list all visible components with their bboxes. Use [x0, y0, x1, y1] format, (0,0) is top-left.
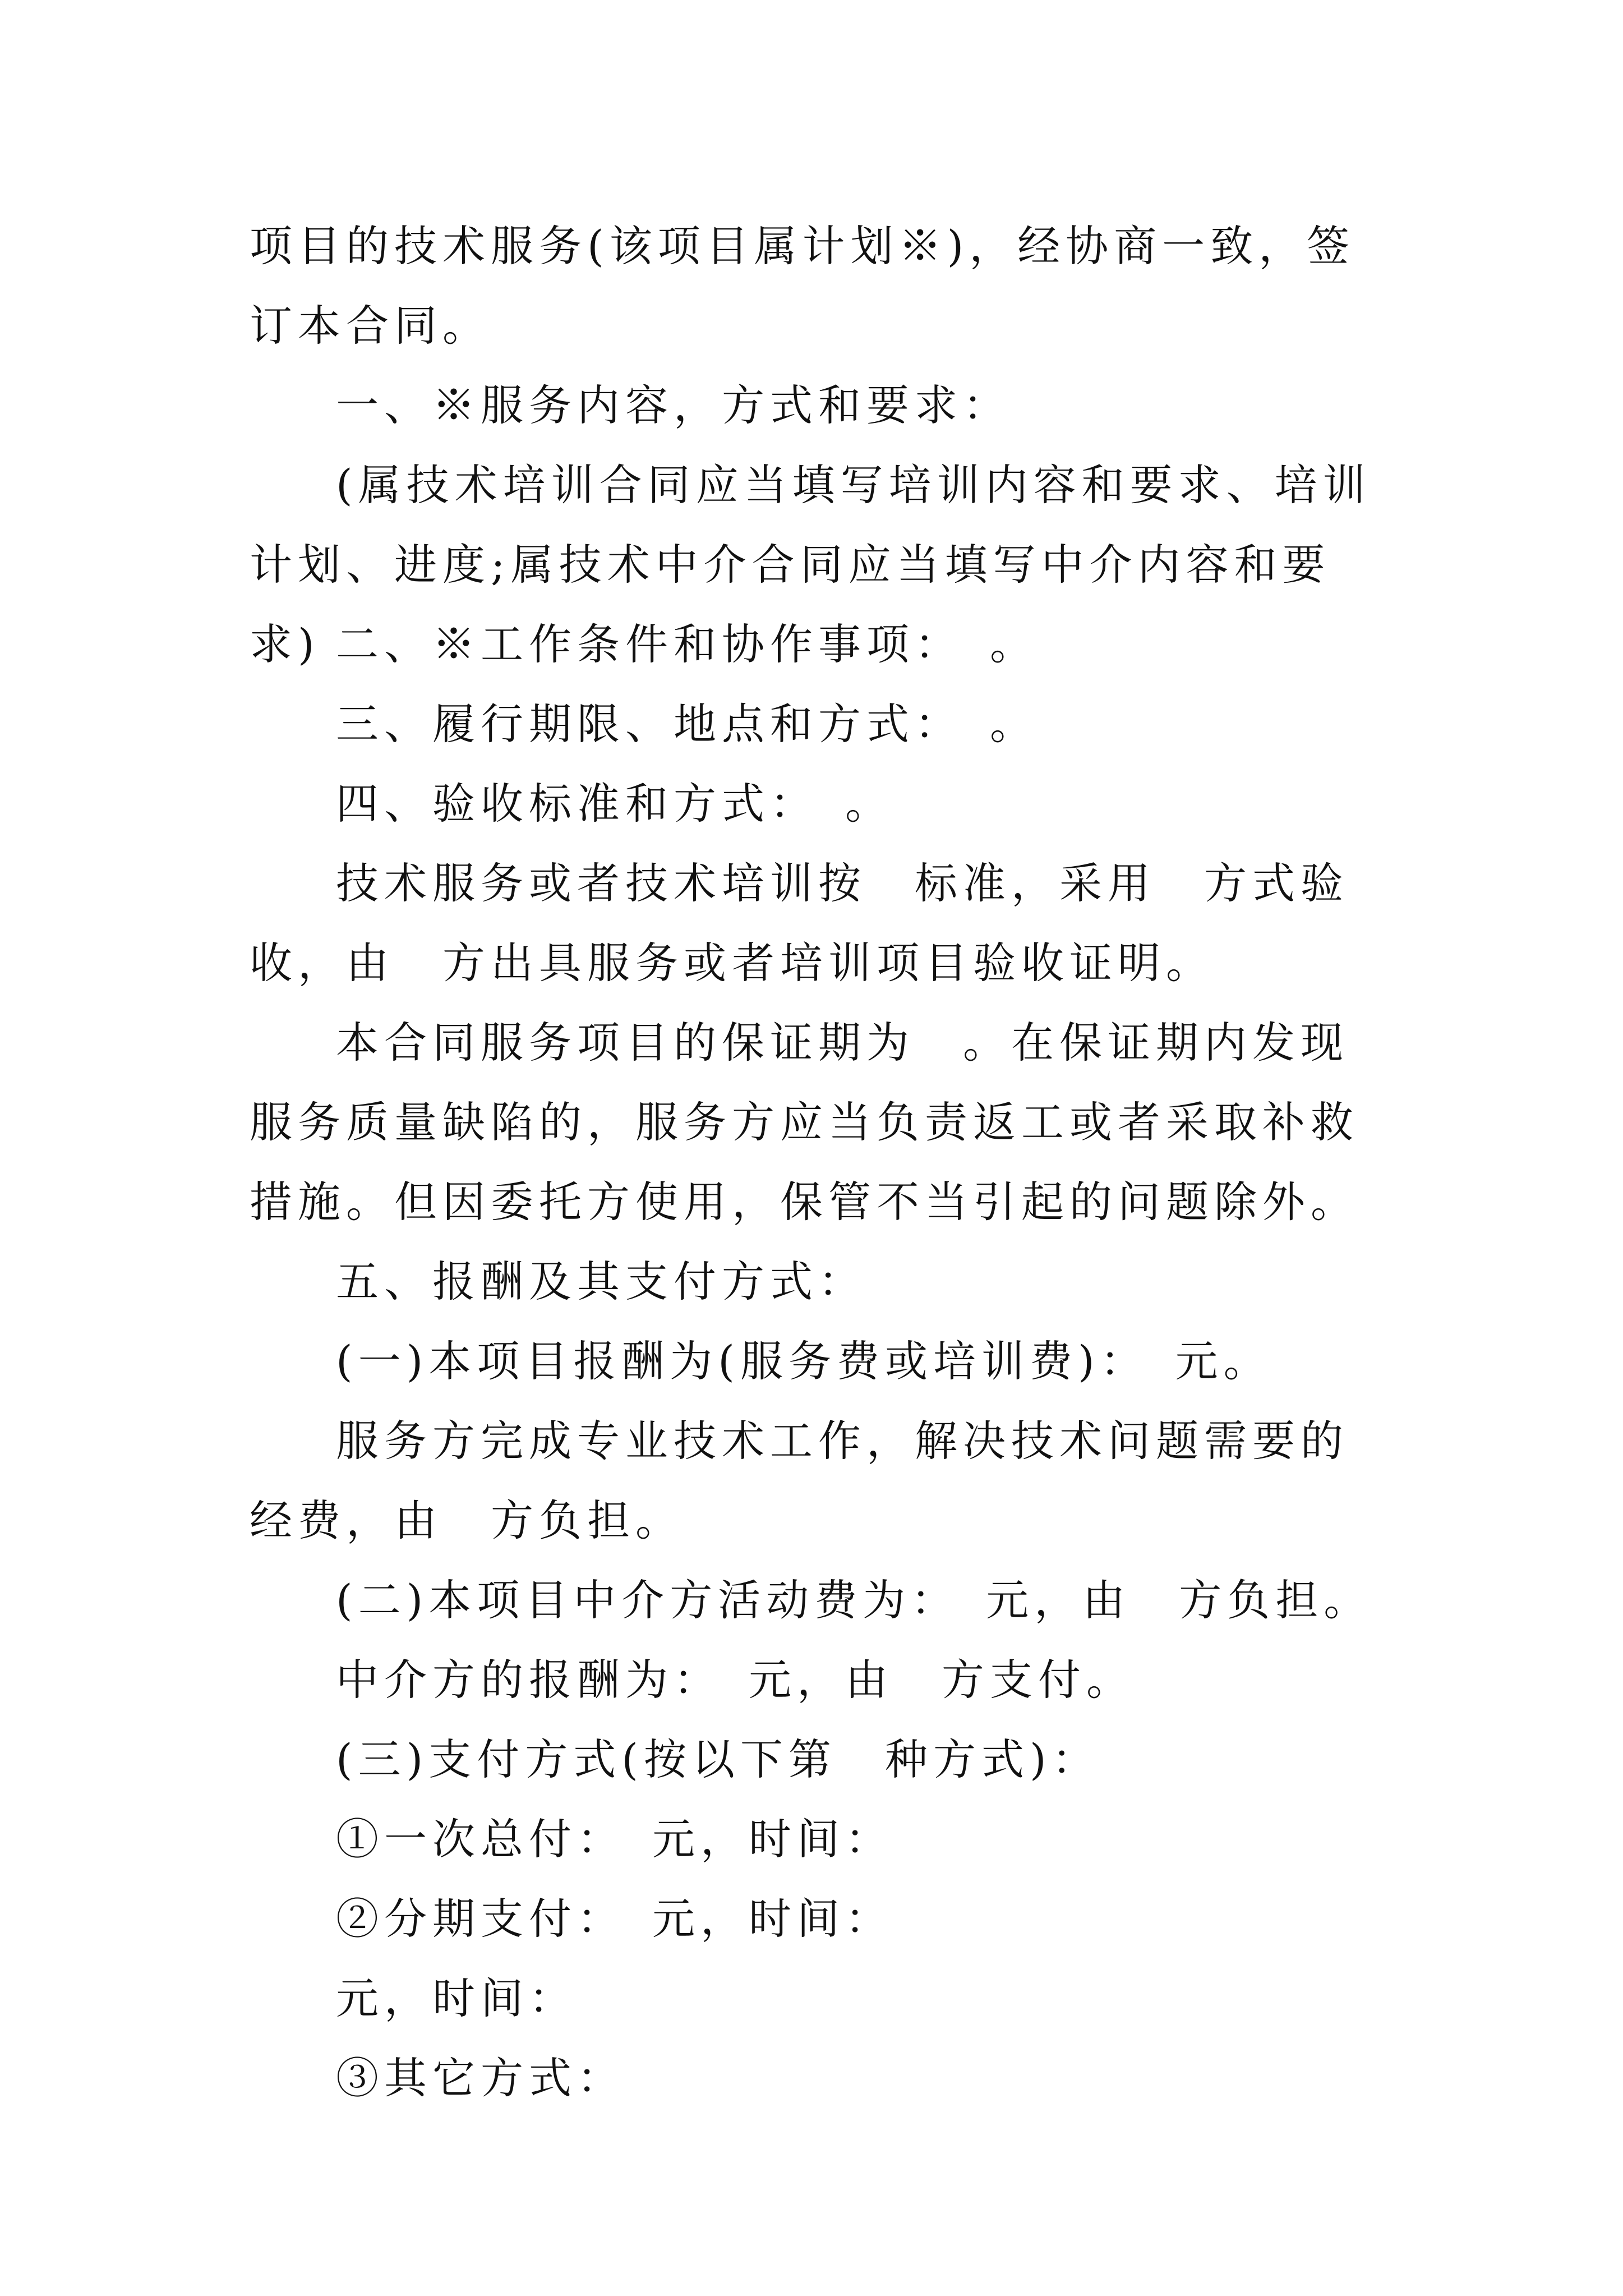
section-2-heading: 二、※工作条件和协作事项： 。 — [336, 619, 1038, 669]
section-1-heading: 一、※服务内容，方式和要求： — [336, 380, 1011, 430]
section-1-note: (属技术培训合同应当填写培训内容和要求、培训计划、进度;属技术中介合同应当填写中介内容和要求) — [250, 460, 1371, 669]
acceptance-paragraph: 技术服务或者技术培训按 标准，采用 方式验收，由 方出具服务或者培训项目验收证明。 — [250, 858, 1349, 988]
payment-option-1: ①一次总付： 元，时间： — [336, 1814, 893, 1864]
intermediary-fee: 中介方的报酬为： 元，由 方支付。 — [336, 1655, 1135, 1705]
paragraph-intro: 项目的技术服务(该项目属计划※)，经协商一致，签订本合同。 — [250, 221, 1355, 351]
section-4-heading: 四、验收标准和方式： 。 — [336, 779, 893, 829]
expense-paragraph: 服务方完成专业技术工作，解决技术问题需要的经费，由 方负担。 — [250, 1416, 1349, 1545]
payment-item-1: (一)本项目报酬为(服务费或培训费)： 元。 — [336, 1336, 1272, 1386]
warranty-paragraph: 本合同服务项目的保证期为 。在保证期内发现服务质量缺陷的，服务方应当负责返工或者采取补救措施。但因委托方使用，保管不当引起的问题除外。 — [250, 1018, 1359, 1227]
section-5-heading: 五、报酬及其支付方式： — [336, 1257, 866, 1306]
payment-option-3: ③其它方式： — [336, 2053, 625, 2103]
section-3-heading: 三、履行期限、地点和方式： 。 — [336, 699, 1038, 749]
payment-option-2-cont: 元，时间： — [336, 1973, 577, 2023]
payment-item-3: (三)支付方式(按以下第 种方式)： — [336, 1734, 1100, 1784]
payment-option-2: ②分期支付： 元，时间： — [336, 1894, 893, 1944]
payment-item-2: (二)本项目中介方活动费为： 元，由 方负担。 — [336, 1575, 1372, 1625]
